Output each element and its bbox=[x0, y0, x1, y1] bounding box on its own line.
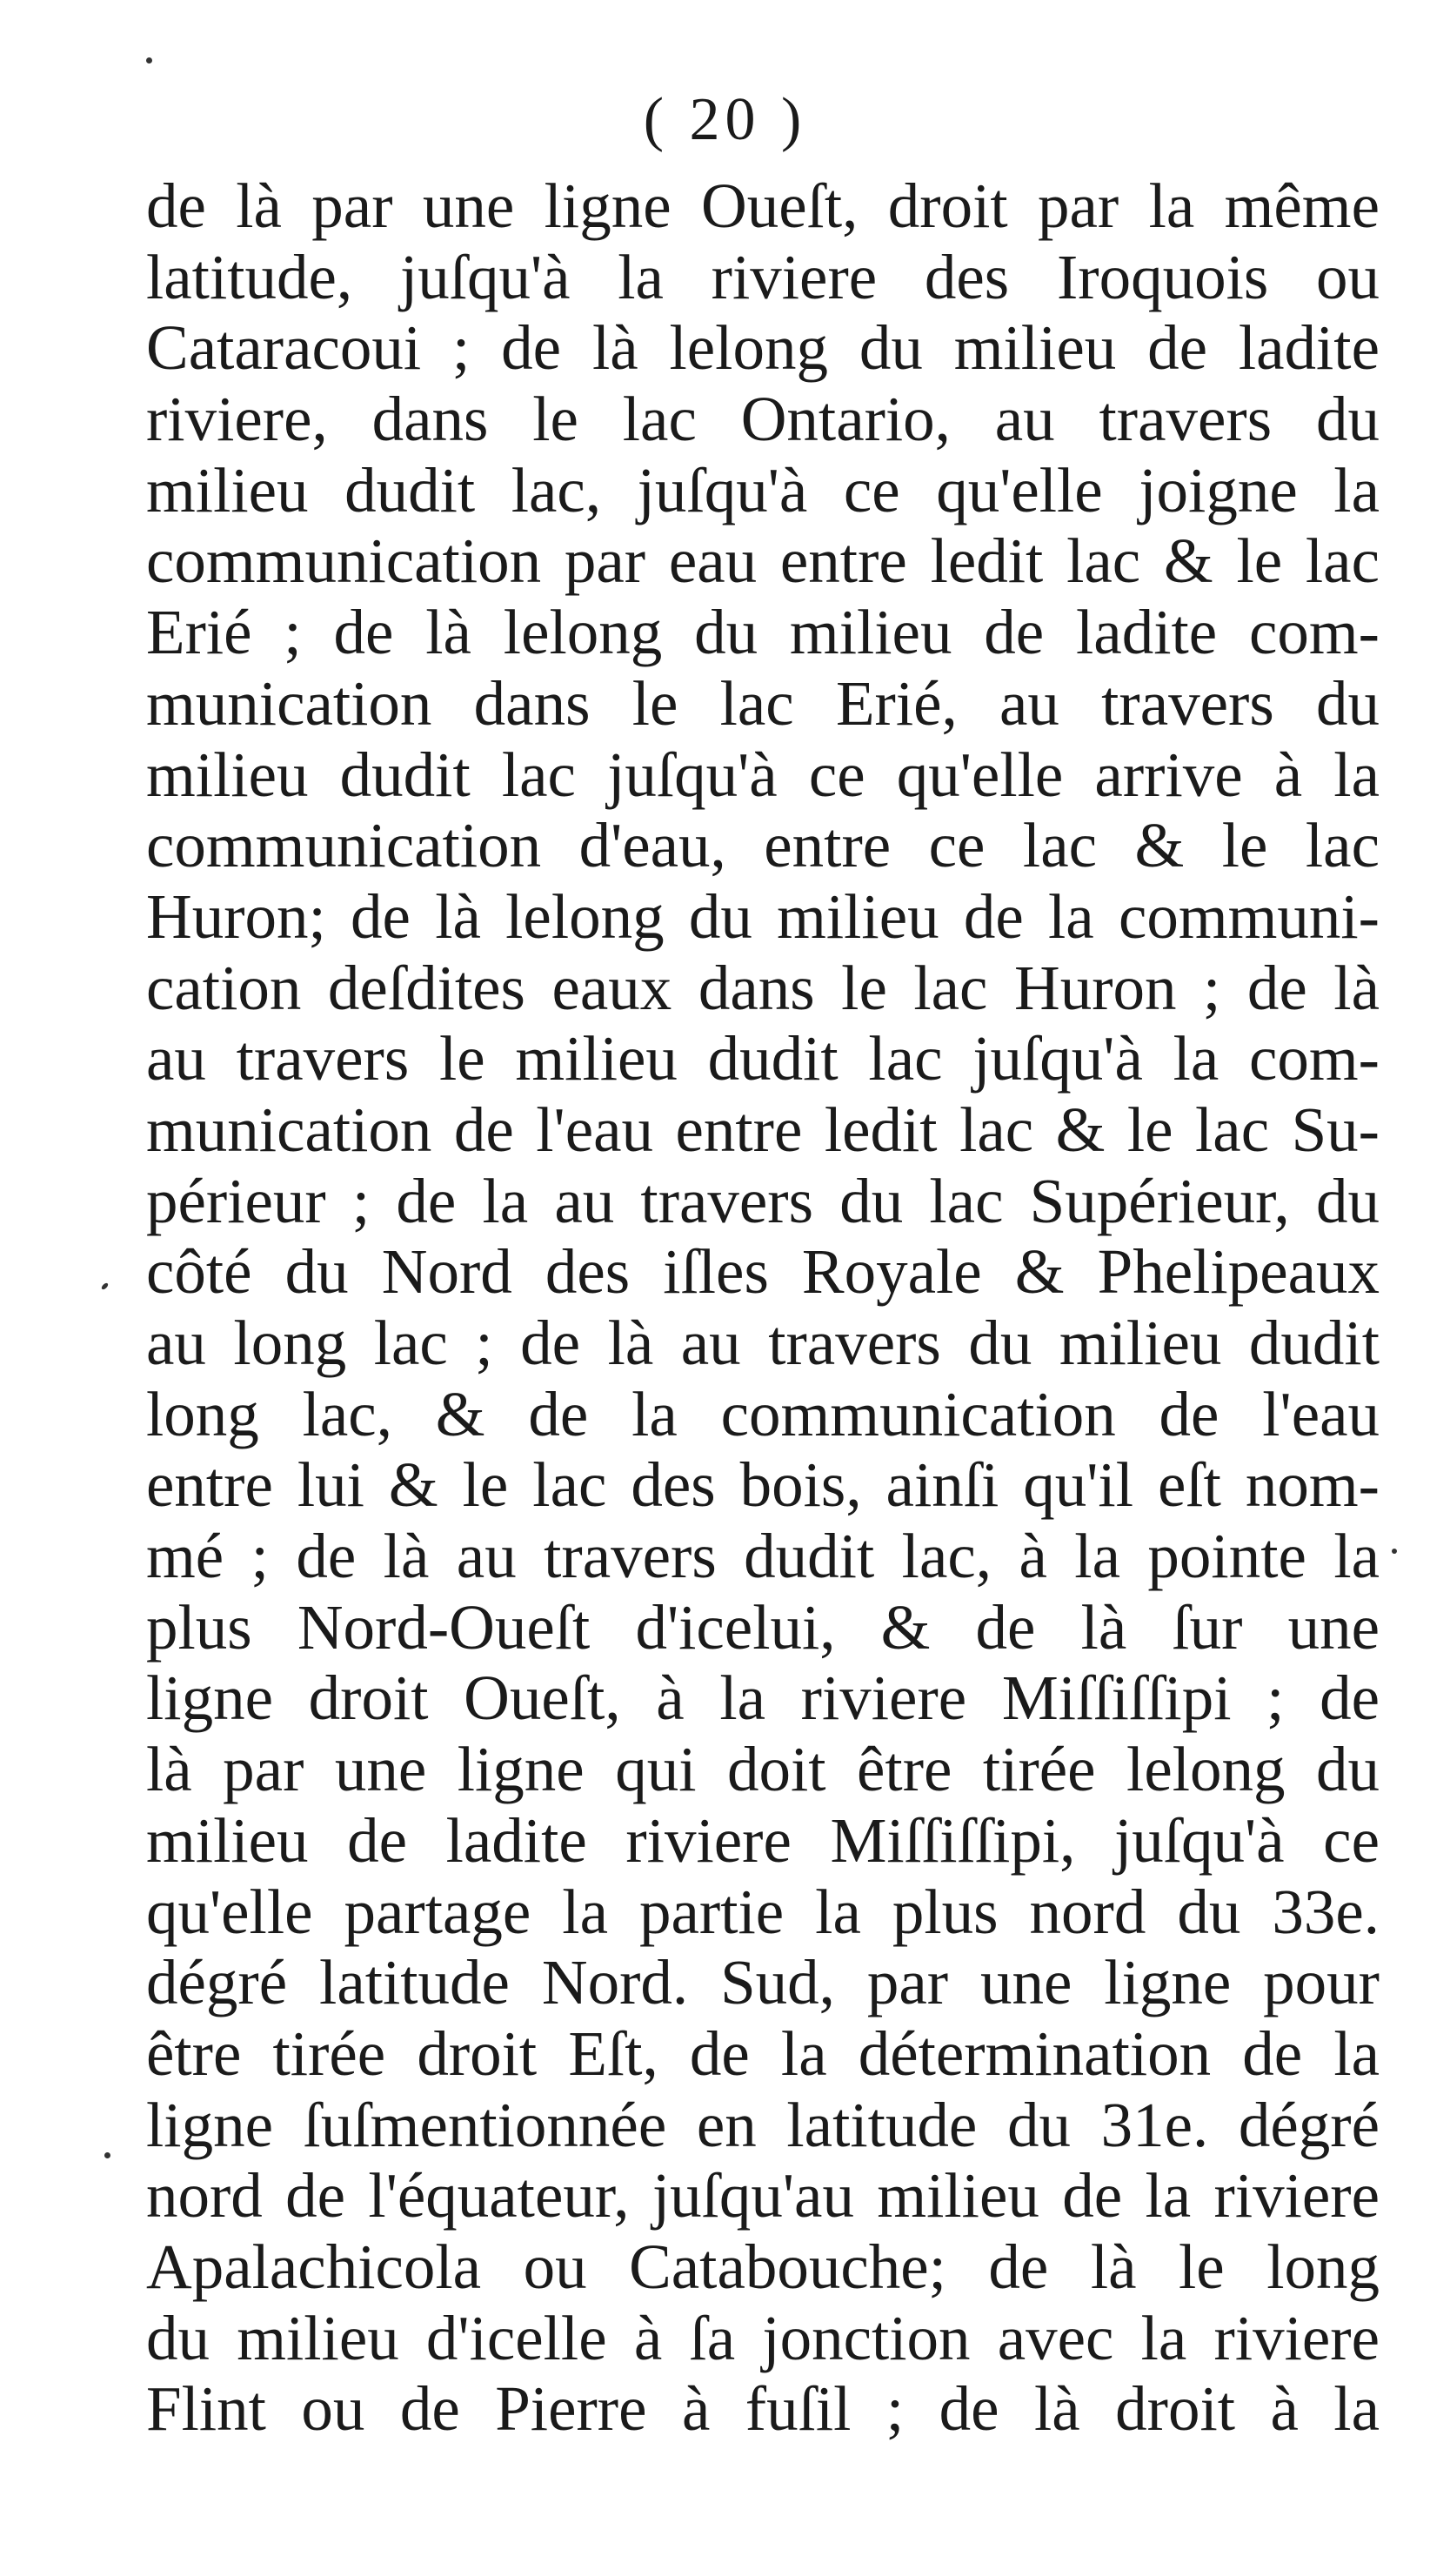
text-line: de là par une ligne Oueſt, droit par la même bbox=[146, 171, 1380, 241]
text-line: au travers le milieu dudit lac juſqu'à la com- bbox=[146, 1023, 1380, 1094]
text-line: communication d'eau, entre ce lac & le lac bbox=[146, 810, 1380, 881]
text-line: munication dans le lac Erié, au travers du bbox=[146, 667, 1380, 739]
text-line: entre lui & le lac des bois, ainſi qu'il eſt nom- bbox=[146, 1449, 1380, 1521]
text-line: munication de l'eau entre ledit lac & le lac Su- bbox=[146, 1094, 1380, 1165]
text-line: du milieu d'icelle à ſa jonction avec la riviere bbox=[146, 2302, 1380, 2373]
text-line: Cataracoui ; de là lelong du milieu de ladite bbox=[146, 312, 1380, 384]
text-line: milieu de ladite riviere Miſſiſſipi, juſqu'à ce bbox=[146, 1804, 1380, 1876]
text-line: mé ; de là au travers dudit lac, à la pointe la bbox=[146, 1521, 1380, 1592]
text-line: Huron; de là lelong du milieu de la communi- bbox=[146, 880, 1380, 952]
text-line: milieu dudit lac, juſqu'à ce qu'elle joigne la bbox=[146, 454, 1380, 525]
text-line: qu'elle partage la partie la plus nord du 33e. bbox=[146, 1876, 1380, 1947]
ink-speck bbox=[1392, 1549, 1397, 1554]
text-line: Flint ou de Pierre à fuſil ; de là droit à la bbox=[146, 2373, 1380, 2445]
text-line: plus Nord-Oueſt d'icelui, & de là ſur une bbox=[146, 1591, 1380, 1663]
text-line: ligne ſuſmentionnée en latitude du 31e. dégré bbox=[146, 2089, 1380, 2160]
text-line: être tirée droit Eſt, de la détermination de la bbox=[146, 2017, 1380, 2089]
text-line: Erié ; de là lelong du milieu de ladite com- bbox=[146, 597, 1380, 668]
ink-speck bbox=[104, 2152, 110, 2158]
text-line: dégré latitude Nord. Sud, par une ligne pour bbox=[146, 1947, 1380, 2018]
text-line: nord de l'équateur, juſqu'au milieu de la riviere bbox=[146, 2160, 1380, 2231]
text-line: milieu dudit lac juſqu'à ce qu'elle arrive à la bbox=[146, 739, 1380, 810]
text-line: Apalachicola ou Catabouche; de là le long bbox=[146, 2231, 1380, 2302]
body-text bbox=[146, 171, 1380, 2445]
text-line: ligne droit Oueſt, à la riviere Miſſiſſipi ; de bbox=[146, 1663, 1380, 1734]
text-line: là par une ligne qui doit être tirée lelong du bbox=[146, 1734, 1380, 1805]
text-line: long lac, & de la communication de l'eau bbox=[146, 1378, 1380, 1449]
ink-speck bbox=[101, 1282, 110, 1291]
text-line: latitude, juſqu'à la riviere des Iroquois ou bbox=[146, 241, 1380, 312]
text-line: périeur ; de la au travers du lac Supérieur, du bbox=[146, 1165, 1380, 1236]
text-line: riviere, dans le lac Ontario, au travers du bbox=[146, 384, 1380, 455]
text-line: communication par eau entre ledit lac & le lac bbox=[146, 525, 1380, 597]
text-line: côté du Nord des iſles Royale & Phelipeaux bbox=[146, 1236, 1380, 1308]
page-number: ( 20 ) bbox=[643, 86, 807, 153]
text-line: cation deſdites eaux dans le lac Huron ; de là bbox=[146, 952, 1380, 1023]
ink-speck bbox=[146, 57, 152, 64]
text-line: au long lac ; de là au travers du milieu dudit bbox=[146, 1308, 1380, 1378]
